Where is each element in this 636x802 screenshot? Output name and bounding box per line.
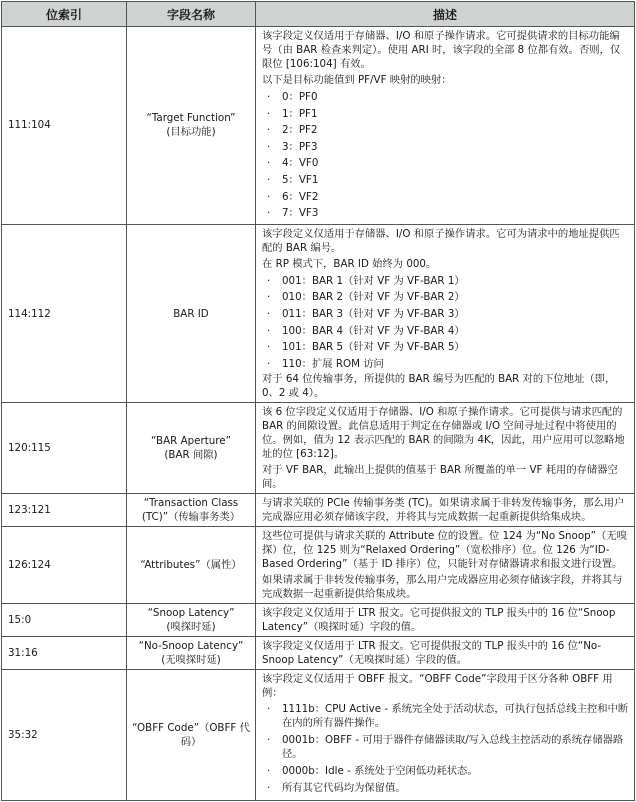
- table-row: [2, 27, 635, 225]
- description-paragraph: 该字段定义仅适用于 LTR 报文。它可提供报文的 TLP 报头中的 16 位“No-Snoop Latency”（无嗅探时延）字段的值。: [262, 640, 602, 667]
- list-item: · 001：BAR 1（针对 VF 为 VF-BAR 1）: [262, 273, 629, 290]
- list-item: · 110：扩展 ROM 访问: [262, 356, 629, 373]
- field-name-cell: “Snoop Latency” (嗅探时延): [127, 604, 256, 637]
- description-paragraph: 与请求关联的 PCIe 传输事务类 (TC)。如果请求属于非转发传输事务，那么用户完成器应用必须存储该字段，并将其与完成数据一起重新提供给集成块。: [262, 497, 625, 524]
- list-item: · 4：VF0: [262, 155, 629, 172]
- header-field-name: 字段名称: [127, 2, 256, 27]
- bit-index-cell: 111:104: [2, 27, 127, 225]
- value-list: [262, 273, 629, 373]
- value-list: [262, 702, 629, 795]
- value-list: [262, 89, 629, 222]
- header-description: 描述: [256, 2, 635, 27]
- description-paragraph: 在 RP 模式下，BAR ID 始终为 000。: [262, 257, 437, 270]
- header-bit-index: 位索引: [2, 2, 127, 27]
- bit-index-cell: 114:112: [2, 224, 127, 403]
- description-cell: [256, 494, 635, 527]
- table-row: [2, 604, 635, 637]
- description-cell: [256, 637, 635, 670]
- description-paragraph: 这些位可提供与请求关联的 Attribute 位的设置。位 124 为“No Snoop”（无嗅探）位，位 125 则为“Relaxed Ordering”（宽松排序）位。位 126 为“ID-Based Ordering”（基于 ID 排序）位，只能针对存储器请求和报文进行设置。: [262, 530, 627, 571]
- field-name-cell: BAR ID: [127, 224, 256, 403]
- description-cell: [256, 403, 635, 494]
- table-row: [2, 670, 635, 801]
- description-cell: [256, 27, 635, 225]
- list-item: · 所有其它代码均为保留值。: [262, 781, 629, 795]
- list-item: · 011：BAR 3（针对 VF 为 VF-BAR 3）: [262, 306, 629, 323]
- table-row: [2, 224, 635, 403]
- field-name-cell: “Attributes”（属性）: [127, 527, 256, 604]
- field-name-cell: “OBFF Code”（OBFF 代码）: [127, 670, 256, 801]
- description-paragraph: 以下是目标功能值到 PF/VF 映射的映射：: [262, 74, 452, 86]
- field-name-cell: “BAR Aperture” (BAR 间隙): [127, 403, 256, 494]
- list-item: · 101：BAR 5（针对 VF 为 VF-BAR 5）: [262, 339, 629, 356]
- list-item: · 5：VF1: [262, 172, 629, 189]
- description-paragraph: 对于 VF BAR，此输出上提供的值基于 BAR 所覆盖的单一 VF 耗用的存储器空间。: [262, 464, 618, 491]
- description-paragraph: 该字段定义仅适用于存储器、I/O 和原子操作请求。它可为请求中的地址提供匹配的 BAR 编号。: [262, 227, 620, 254]
- table-row: [2, 527, 635, 604]
- description-cell: [256, 527, 635, 604]
- bit-index-cell: 120:115: [2, 403, 127, 494]
- description-paragraph: 如果请求属于非转发传输事务，那么用户完成器应用必须存储该字段，并将其与完成数据一起重新提供给集成块。: [262, 574, 623, 601]
- list-item: · 2：PF2: [262, 122, 629, 139]
- field-name-cell: “Target Function” (目标功能): [127, 27, 256, 225]
- description-paragraph: 该字段定义仅适用于 LTR 报文。它可提供报文的 TLP 报头中的 16 位“Snoop Latency”（嗅探时延）字段的值。: [262, 607, 616, 634]
- description-paragraph: 该 6 位字段定义仅适用于存储器、I/O 和原子操作请求。它可提供与请求匹配的 BAR 的间隙设置。此信息适用于判定在存储器或 I/O 空间寻址过程中将使用的位。例如，值为 12 表示匹配的 BAR 的间隙为 4K，因此，用户应用可以忽略地址的位 [63:12]。: [262, 406, 625, 461]
- list-item: · 010：BAR 2（针对 VF 为 VF-BAR 2）: [262, 289, 629, 306]
- description-paragraph: 该字段定义仅适用于 OBFF 报文。“OBFF Code”字段用于区分各种 OBFF 用例：: [262, 673, 613, 700]
- list-item: · 6：VF2: [262, 189, 629, 206]
- header-row: [2, 2, 635, 27]
- field-name-cell: “No-Snoop Latency” (无嗅探时延): [127, 637, 256, 670]
- list-item: · 100：BAR 4（针对 VF 为 VF-BAR 4）: [262, 323, 629, 340]
- list-item: · 1111b：CPU Active - 系统完全处于活动状态，可执行包括总线主控和中断在内的所有器件操作。: [262, 702, 629, 730]
- bit-index-cell: 123:121: [2, 494, 127, 527]
- description-cell: [256, 604, 635, 637]
- bit-index-cell: 126:124: [2, 527, 127, 604]
- list-item: · 1：PF1: [262, 106, 629, 123]
- field-description-table: [1, 1, 635, 801]
- description-cell: [256, 224, 635, 403]
- list-item: · 0001b：OBFF - 可用于器件存储器读取/写入总线主控活动的系统存储器路径。: [262, 733, 629, 761]
- table-row: [2, 494, 635, 527]
- description-note: 对于 64 位传输事务，所提供的 BAR 编号为匹配的 BAR 对的下位地址（即，0、2 或 4）。: [262, 373, 616, 400]
- description-cell: [256, 670, 635, 801]
- field-name-cell: “Transaction Class (TC)”（传输事务类）: [127, 494, 256, 527]
- list-item: · 0：PF0: [262, 89, 629, 106]
- bit-index-cell: 15:0: [2, 604, 127, 637]
- table-row: [2, 637, 635, 670]
- list-item: · 7：VF3: [262, 205, 629, 222]
- table-row: [2, 403, 635, 494]
- bit-index-cell: 35:32: [2, 670, 127, 801]
- bit-index-cell: 31:16: [2, 637, 127, 670]
- description-paragraph: 该字段定义仅适用于存储器、I/O 和原子操作请求。它可提供请求的目标功能编号（由 BAR 检查来判定）。使用 ARI 时，该字段的全部 8 位都有效。否则，仅限位 [106:104] 有效。: [262, 30, 621, 70]
- list-item: · 3：PF3: [262, 139, 629, 156]
- list-item: · 0000b：Idle - 系统处于空闲低功耗状态。: [262, 764, 629, 778]
